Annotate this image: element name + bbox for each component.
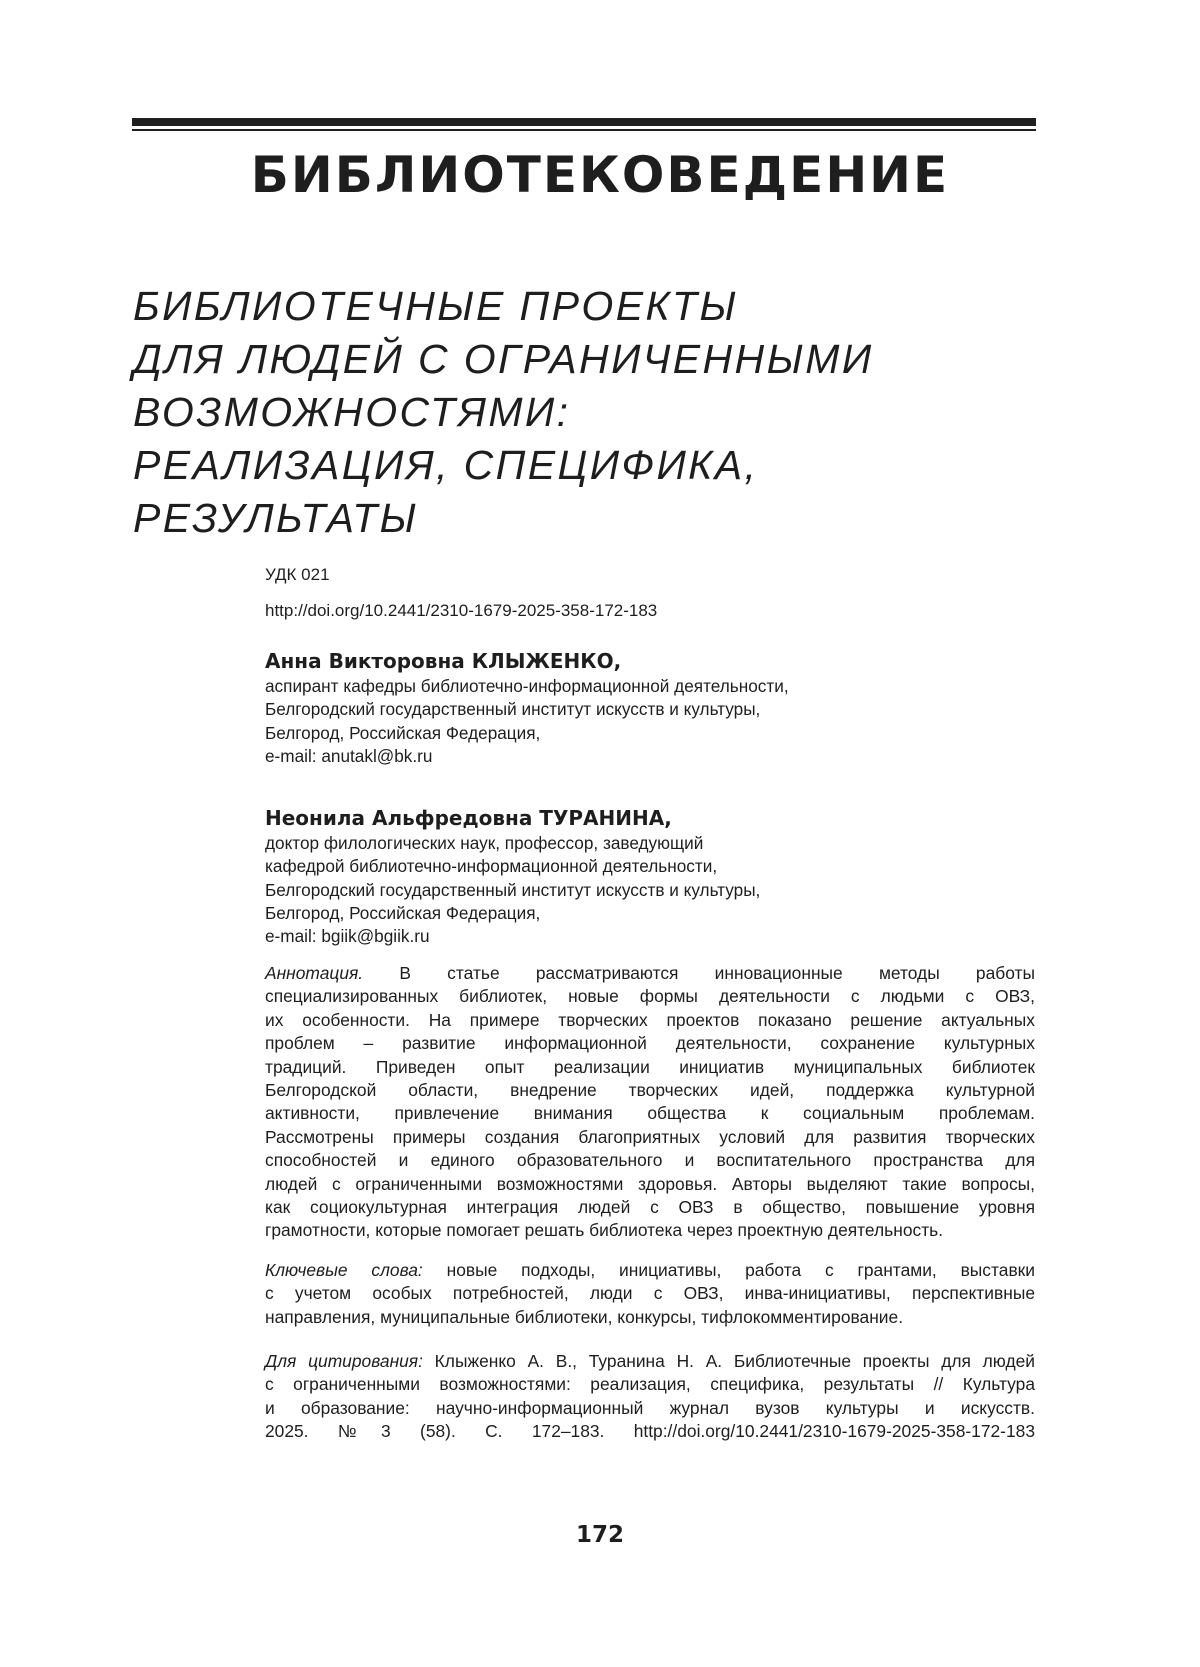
keywords-line bbox=[265, 1259, 1035, 1282]
abstract-line: как социокультурная интеграция людей с ОВЗ в общество, повышение уровня bbox=[265, 1197, 1035, 1218]
abstract-line: специализированных библиотек, новые формы деятельности с людьми с ОВЗ, bbox=[265, 986, 1035, 1007]
abstract-line: людей с ограниченными возможностями здоровья. Авторы выделяют такие вопросы, bbox=[265, 1173, 1035, 1194]
header-rule-thin bbox=[132, 129, 1036, 131]
abstract-line: активности, привлечение внимания общества к социальным проблемам. bbox=[265, 1103, 1035, 1124]
abstract-line: проблем – развитие информационной деятельности, сохранение культурных bbox=[265, 1033, 1035, 1054]
article-title bbox=[133, 280, 1093, 545]
citation-line bbox=[265, 1350, 1035, 1373]
abstract-line: грамотности, которые помогает решать библиотека через проектную деятельность. bbox=[265, 1220, 944, 1241]
citation-line: и образование: научно-информационный журнал вузов культуры и искусств. bbox=[265, 1397, 1035, 1418]
author-block bbox=[265, 648, 1045, 768]
author-name: Неонила Альфредовна ТУРАНИНА, bbox=[265, 806, 672, 830]
citation bbox=[265, 1350, 1035, 1444]
author-location: Белгород, Российская Федерация, bbox=[265, 902, 541, 923]
abstract-line: Рассмотрены примеры создания благоприятных условий для развития творческих bbox=[265, 1126, 1035, 1147]
abstract-line: их особенности. На примере творческих проектов показано решение актуальных bbox=[265, 1009, 1035, 1030]
header-rule-thick bbox=[132, 118, 1036, 126]
abstract-label: Аннотация. bbox=[265, 963, 364, 983]
author-email[interactable]: e-mail: bgiik@bgiik.ru bbox=[265, 926, 430, 947]
author-position: аспирант кафедры библиотечно-информационной деятельности, bbox=[265, 676, 789, 696]
citation-label: Для цитирования: bbox=[265, 1351, 423, 1371]
citation-line: 2025. №3 (58). С. 172–183. http://doi.org/10.2441/2310-1679-2025-358-172-183 bbox=[265, 1421, 1035, 1442]
author-position: кафедрой библиотечно-информационной деятельности, bbox=[265, 856, 718, 877]
keywords bbox=[265, 1259, 1035, 1329]
article-title-line: ВОЗМОЖНОСТЯМИ: bbox=[133, 389, 571, 435]
keywords-text: новые подходы, инициативы, работа с грантами, выставки bbox=[422, 1260, 1036, 1280]
article-title-line: БИБЛИОТЕЧНЫЕ ПРОЕКТЫ bbox=[133, 283, 739, 329]
author-affiliation: Белгородский государственный институт искусств и культуры, bbox=[265, 699, 761, 720]
page-number: 172 bbox=[575, 1522, 624, 1548]
author-position: доктор филологических наук, профессор, заведующий bbox=[265, 833, 704, 853]
keywords-label: Ключевые слова: bbox=[265, 1260, 423, 1280]
doi-link[interactable]: http://doi.org/10.2441/2310-1679-2025-358-172-183 bbox=[265, 601, 658, 620]
abstract bbox=[265, 962, 1035, 1243]
citation-text: Клыженко А. В., Туранина Н. А. Библиотечные проекты для людей bbox=[422, 1351, 1035, 1371]
keywords-line: направления, муниципальные библиотеки, конкурсы, тифлокомментирование. bbox=[265, 1306, 904, 1327]
author-location: Белгород, Российская Федерация, bbox=[265, 722, 541, 743]
abstract-line: традиций. Приведен опыт реализации инициатив муниципальных библиотек bbox=[265, 1056, 1035, 1077]
article-title-line: ДЛЯ ЛЮДЕЙ С ОГРАНИЧЕННЫМИ bbox=[133, 336, 874, 382]
author-block bbox=[265, 805, 1045, 948]
abstract-text: В статье рассматриваются инновационные методы работы bbox=[363, 963, 1035, 983]
abstract-line: способностей и единого образовательного и воспитательного пространства для bbox=[265, 1150, 1035, 1171]
udc-code: УДК 021 bbox=[265, 565, 330, 584]
article-title-line: РЕАЛИЗАЦИЯ, СПЕЦИФИКА, bbox=[133, 442, 759, 488]
author-name: Анна Викторовна КЛЫЖЕНКО, bbox=[265, 649, 622, 673]
author-email[interactable]: e-mail: anutakl@bk.ru bbox=[265, 745, 433, 766]
citation-line: с ограниченными возможностями: реализация, специфика, результаты // Культура bbox=[265, 1374, 1035, 1395]
abstract-line bbox=[265, 962, 1035, 985]
article-title-line: РЕЗУЛЬТАТЫ bbox=[133, 495, 419, 541]
section-title: БИБЛИОТЕКОВЕДЕНИЕ bbox=[250, 146, 950, 204]
author-affiliation: Белгородский государственный институт искусств и культуры, bbox=[265, 879, 761, 900]
keywords-line: с учетом особых потребностей, люди с ОВЗ, инва-инициативы, перспективные bbox=[265, 1283, 1035, 1304]
abstract-line: Белгородской области, внедрение творческих идей, поддержка культурной bbox=[265, 1080, 1035, 1101]
